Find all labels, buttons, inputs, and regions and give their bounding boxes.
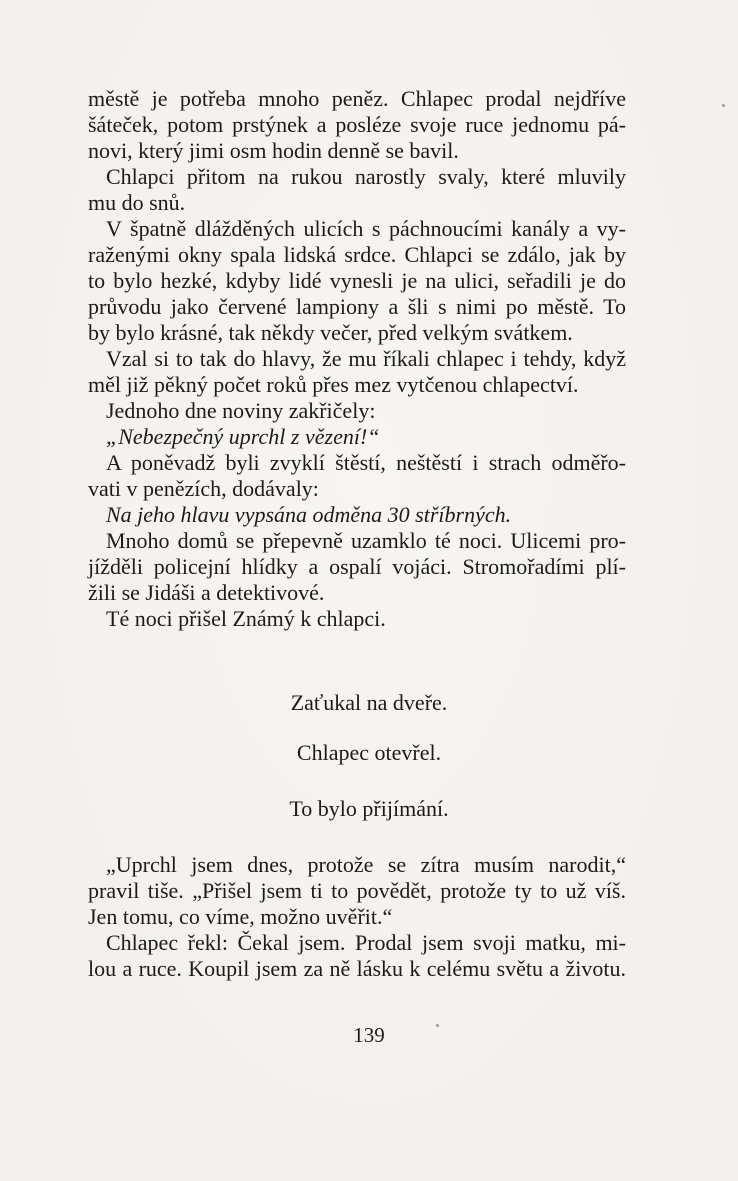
text-line: raženými okny spala lidská srdce. Chlapci se zdálo, jak by [88, 242, 626, 267]
text-line: jížděli policejní hlídky a ospalí vojáci. Stromořadími plí- [88, 554, 626, 579]
text-line: Chlapec řekl: Čekal jsem. Prodal jsem svoji matku, mi- [106, 930, 626, 955]
text-line: „Uprchl jsem dnes, protože se zítra musím narodit,“ [106, 852, 626, 877]
main-text [88, 86, 626, 632]
text-line: měl již pěkný počet roků přes mez vytčenou chlapectví. [88, 372, 579, 397]
text-line: Vzal si to tak do hlavy, že mu říkali chlapec i tehdy, když [106, 346, 626, 371]
text-line: mu do snů. [88, 190, 186, 215]
text-line: Té noci přišel Známý k chlapci. [106, 606, 386, 631]
text-line: by bylo krásné, tak někdy večer, před velkým svátkem. [88, 320, 573, 345]
centered-line: Chlapec otevřel. [296, 740, 442, 765]
text-line: V špatně dlážděných ulicích s páchnoucími kanály a vy- [106, 216, 626, 241]
text-line: Jednoho dne noviny zakřičely: [106, 398, 376, 423]
text-line: šáteček, potom prstýnek a posléze svoje ruce jednomu pá- [88, 112, 626, 137]
text-line: to bylo hezké, kdyby lidé vynesli je na ulici, seřadili je do [88, 268, 626, 293]
reward-notice: Na jeho hlavu vypsána odměna 30 stříbrných. [106, 502, 512, 527]
centered-line: Zaťukal na dveře. [290, 690, 448, 715]
text-line: Jen tomu, co víme, možno uvěřit.“ [88, 904, 393, 929]
text-line: novi, který jimi osm hodin denně se bavil. [88, 138, 459, 163]
paper-speck [436, 1024, 439, 1027]
text-line: pravil tiše. „Přišel jsem ti to povědět, protože ty to už víš. [88, 878, 626, 903]
closing-text [88, 852, 626, 982]
text-line: městě je potřeba mnoho peněz. Chlapec prodal nejdříve [88, 86, 626, 111]
newspaper-headline: „Nebezpečný uprchl z vězení!“ [106, 424, 380, 449]
page-number: 139 [353, 1023, 385, 1047]
centered-line: To bylo přijímání. [289, 796, 449, 821]
text-line: Mnoho domů se přepevně uzamklo té noci. Ulicemi pro- [106, 528, 626, 553]
paper-speck [722, 104, 725, 107]
text-line: průvodu jako červené lampiony a šli s nimi po městě. To [88, 294, 626, 319]
text-line: A poněvadž byli zvyklí štěstí, neštěstí i strach odměřo- [106, 450, 626, 475]
text-line: vati v penězích, dodávaly: [88, 476, 319, 501]
text-line: lou a ruce. Koupil jsem za ně lásku k celému světu a životu. [88, 956, 626, 981]
text-line: Chlapci přitom na rukou narostly svaly, které mluvily [106, 164, 626, 189]
text-line: žili se Jidáši a detektivové. [88, 580, 325, 605]
